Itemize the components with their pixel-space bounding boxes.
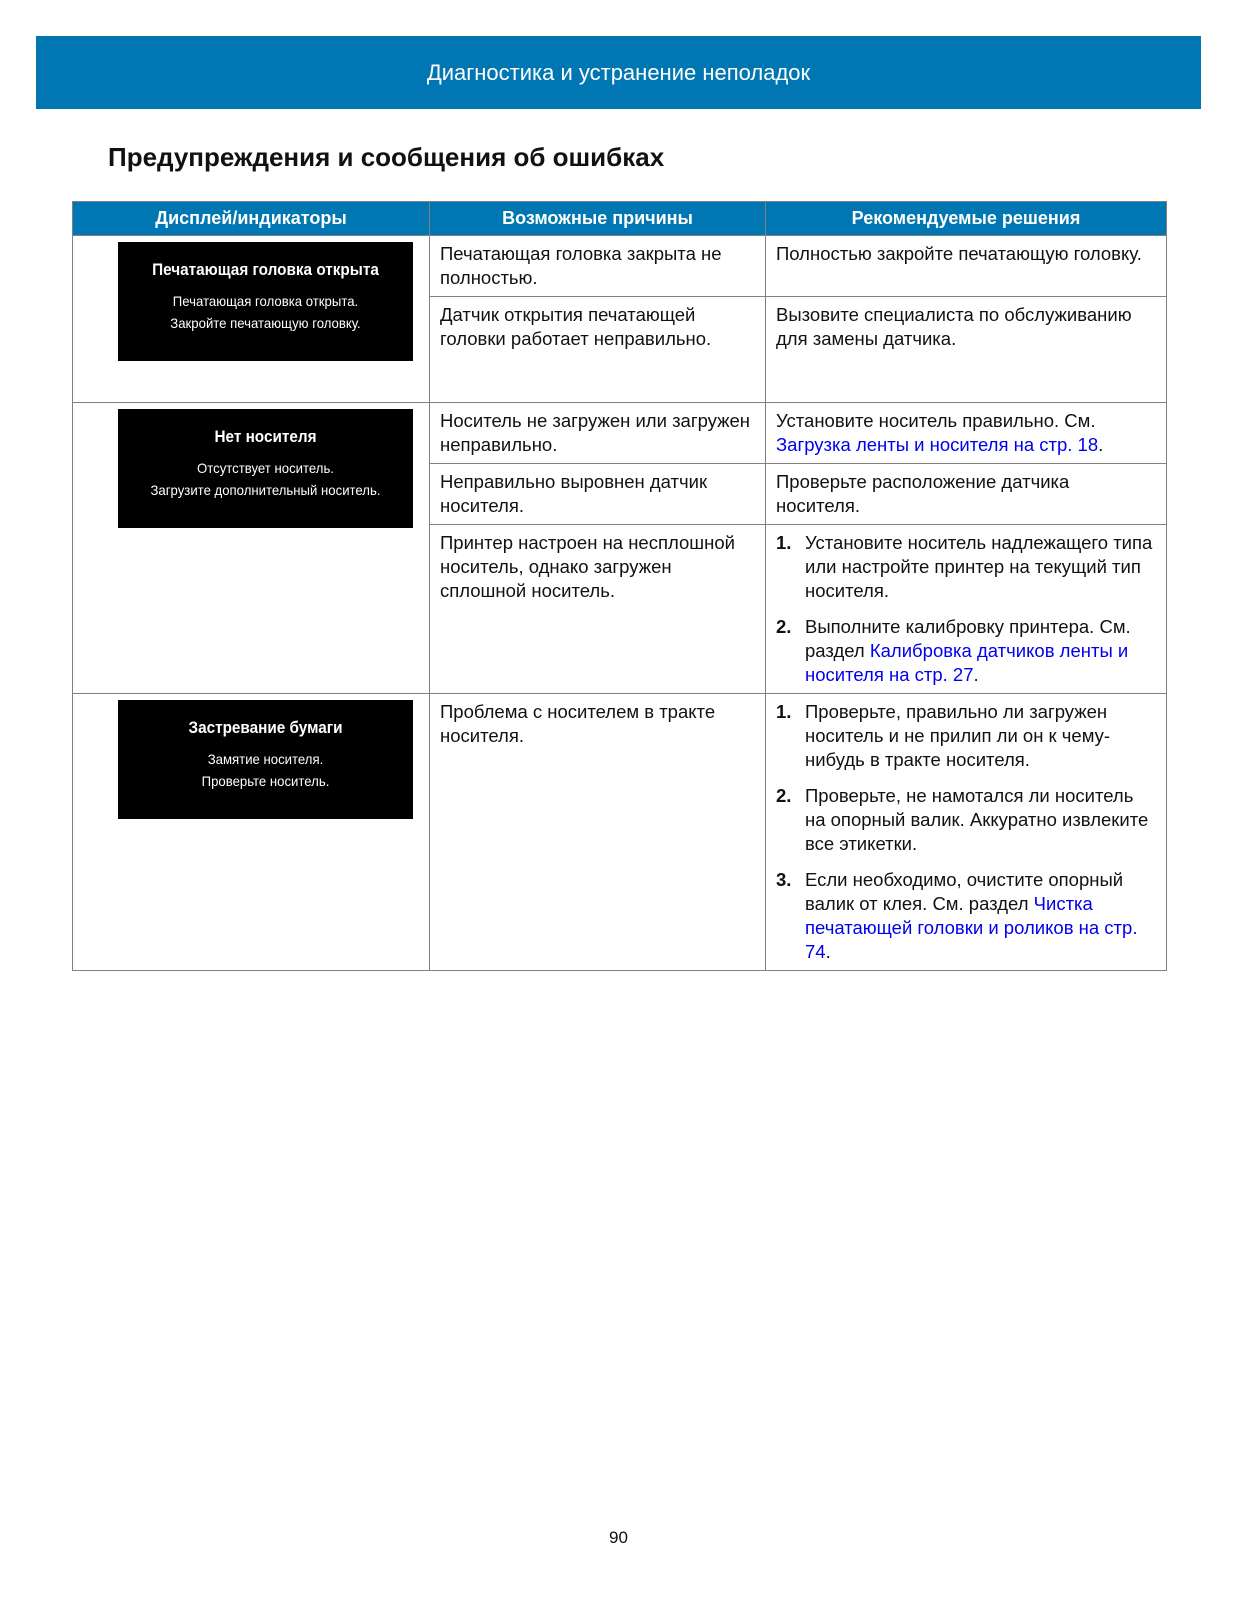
- table-header-row: [73, 202, 1167, 236]
- column-header-solutions: Рекомендуемые решения: [766, 202, 1167, 236]
- solution-cell: [766, 525, 1167, 694]
- lcd-display-no-media: [118, 409, 413, 528]
- display-cell: [73, 236, 430, 403]
- solution-text: Установите носитель правильно. См.: [776, 410, 1096, 431]
- solution-steps: [776, 531, 1156, 687]
- column-header-display: Дисплей/индикаторы: [73, 202, 430, 236]
- list-item: [776, 784, 1156, 856]
- error-messages-table: [72, 201, 1167, 971]
- table-row: [73, 403, 1167, 464]
- step-number: 1.: [776, 701, 792, 722]
- lcd-line: Закройте печатающую головку.: [170, 315, 361, 331]
- cause-cell: Носитель не загружен или загружен неправильно.: [430, 403, 766, 464]
- section-banner: [36, 36, 1201, 109]
- list-item: [776, 531, 1156, 603]
- lcd-title: Нет носителя: [214, 427, 317, 446]
- step-number: 2.: [776, 785, 792, 806]
- solution-cell: Проверьте расположение датчика носителя.: [766, 464, 1167, 525]
- lcd-title: Застревание бумаги: [188, 718, 343, 737]
- lcd-line: Загрузите дополнительный носитель.: [150, 482, 381, 498]
- display-cell: [73, 403, 430, 694]
- page-title: Предупреждения и сообщения об ошибках: [108, 142, 665, 172]
- lcd-display-head-open: [118, 242, 413, 361]
- step-number: 3.: [776, 869, 792, 890]
- solution-cell: [766, 694, 1167, 971]
- cause-cell: Датчик открытия печатающей головки работает неправильно.: [430, 297, 766, 403]
- list-item: [776, 868, 1156, 964]
- solution-cell: Полностью закройте печатающую головку.: [766, 236, 1167, 297]
- step-text: Выполните калибровку принтера. См. раздел: [805, 616, 1131, 661]
- lcd-title: Печатающая головка открыта: [152, 260, 379, 279]
- solution-tail: .: [1098, 434, 1104, 455]
- step-text: Установите носитель надлежащего типа или настройте принтер на текущий тип носителя.: [805, 532, 1153, 601]
- cause-cell: Проблема с носителем в тракте носителя.: [430, 694, 766, 971]
- lcd-line: Печатающая головка открыта.: [172, 293, 359, 309]
- banner-title: Диагностика и устранение неполадок: [426, 59, 811, 85]
- lcd-line: Отсутствует носитель.: [197, 460, 334, 476]
- list-item: [776, 700, 1156, 772]
- list-item: [776, 615, 1156, 687]
- solution-cell: [766, 403, 1167, 464]
- table-row: [73, 236, 1167, 297]
- link-load-ribbon-media[interactable]: Загрузка ленты и носителя на стр. 18: [776, 434, 1099, 455]
- solution-cell: Вызовите специалиста по обслуживанию для замены датчика.: [766, 297, 1167, 403]
- step-text: Проверьте, правильно ли загружен носитель и не прилип ли он к чему-нибудь в тракте носителя.: [805, 701, 1111, 770]
- step-number: 1.: [776, 532, 792, 553]
- link-sensor-calibration[interactable]: Калибровка датчиков ленты и носителя на стр. 27: [805, 640, 1129, 685]
- link-clean-printhead[interactable]: Чистка печатающей головки и роликов на стр. 74: [805, 893, 1138, 962]
- table-row: [73, 694, 1167, 971]
- display-cell: [73, 694, 430, 971]
- step-tail: .: [973, 664, 979, 685]
- lcd-display-paper-jam: [118, 700, 413, 819]
- step-tail: .: [825, 941, 831, 962]
- cause-cell: Принтер настроен на несплошной носитель, однако загружен сплошной носитель.: [430, 525, 766, 694]
- solution-steps: [776, 700, 1156, 964]
- lcd-line: Замятие носителя.: [207, 751, 324, 767]
- step-number: 2.: [776, 616, 792, 637]
- page-number: 90: [609, 1528, 628, 1547]
- lcd-line: Проверьте носитель.: [201, 773, 330, 789]
- cause-cell: Неправильно выровнен датчик носителя.: [430, 464, 766, 525]
- step-text: Если необходимо, очистите опорный валик от клея. См. раздел: [805, 869, 1124, 914]
- cause-cell: Печатающая головка закрыта не полностью.: [430, 236, 766, 297]
- column-header-causes: Возможные причины: [430, 202, 766, 236]
- step-text: Проверьте, не намотался ли носитель на опорный валик. Аккуратно извлеките все этикетки.: [805, 785, 1149, 854]
